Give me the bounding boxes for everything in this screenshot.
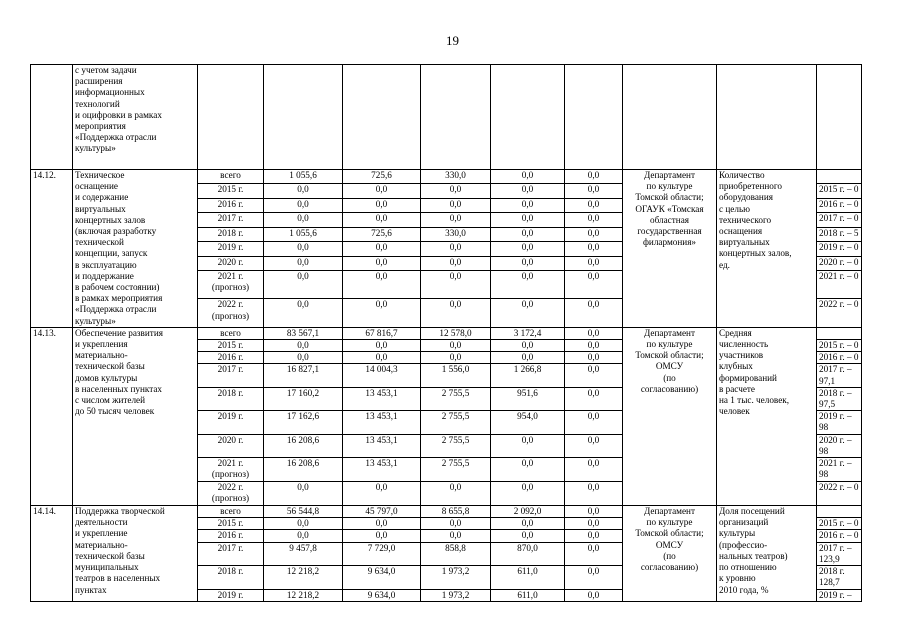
value-cell: 0,0 xyxy=(343,530,421,542)
indicator-target: 2015 г. – 0 xyxy=(817,184,862,198)
item-number: 14.13. xyxy=(31,327,73,505)
value-cell: 0,0 xyxy=(491,530,565,542)
value-cell: 0,0 xyxy=(264,184,343,198)
value-cell: 0,0 xyxy=(565,589,623,601)
responsible-department: Департамент по культуре Томской области; ОМСУ (по согласованию) xyxy=(623,506,717,602)
indicator-target xyxy=(817,506,862,518)
value-cell: 2 755,5 xyxy=(421,411,491,434)
year-cell: 2016 г. xyxy=(198,530,264,542)
value-cell: 56 544,8 xyxy=(264,506,343,518)
indicator-target: 2021 г. – 0 xyxy=(817,270,862,298)
value-cell: 0,0 xyxy=(565,198,623,212)
value-cell: 0,0 xyxy=(565,270,623,298)
value-cell: 0,0 xyxy=(421,352,491,364)
indicator-name: Доля посещений организаций культуры (профессио- нальных театров) по отношению к уровню 2010 года, % xyxy=(717,506,817,602)
value-cell: 0,0 xyxy=(491,242,565,256)
value-cell: 0,0 xyxy=(565,434,623,457)
year-cell: 2017 г. xyxy=(198,364,264,387)
indicator-target: 2019 г. – xyxy=(817,589,862,601)
value-cell: 0,0 xyxy=(565,387,623,410)
value-cell: 725,6 xyxy=(343,227,421,241)
table-row xyxy=(31,506,862,518)
value-cell: 0,0 xyxy=(565,352,623,364)
value-cell: 14 004,3 xyxy=(343,364,421,387)
year-cell: 2019 г. xyxy=(198,411,264,434)
value-cell: 0,0 xyxy=(264,198,343,212)
value-cell: 0,0 xyxy=(421,299,491,328)
value-cell: 0,0 xyxy=(421,242,491,256)
measure-name: Техническое оснащение и содержание виртуальных концертных залов (включая разработку технической концепции, запуск в эксплуатацию и поддержание в рабочем состоянии) в рамках мероприятия «Поддержка отрасли культуры» xyxy=(73,170,198,328)
year-cell: 2019 г. xyxy=(198,589,264,601)
year-cell: всего xyxy=(198,506,264,518)
value-cell: 954,0 xyxy=(491,411,565,434)
indicator-target: 2015 г. – 0 xyxy=(817,340,862,352)
value-cell: 12 578,0 xyxy=(421,327,491,339)
value-cell: 0,0 xyxy=(565,364,623,387)
year-cell: 2018 г. xyxy=(198,566,264,589)
value-cell: 0,0 xyxy=(421,198,491,212)
value-cell: 1 055,6 xyxy=(264,170,343,184)
value-cell: 0,0 xyxy=(343,184,421,198)
value-cell: 0,0 xyxy=(565,256,623,270)
value-cell: 0,0 xyxy=(491,270,565,298)
value-cell: 0,0 xyxy=(343,213,421,227)
value-cell: 0,0 xyxy=(421,530,491,542)
value-cell: 0,0 xyxy=(565,542,623,565)
indicator-target: 2017 г. – 0 xyxy=(817,213,862,227)
value-cell: 0,0 xyxy=(491,340,565,352)
year-cell: 2017 г. xyxy=(198,213,264,227)
value-cell: 13 453,1 xyxy=(343,387,421,410)
value-cell: 83 567,1 xyxy=(264,327,343,339)
value-cell: 870,0 xyxy=(491,542,565,565)
value-cell: 0,0 xyxy=(565,566,623,589)
indicator-target: 2018 г. – 5 xyxy=(817,227,862,241)
year-cell: 2022 г. (прогноз) xyxy=(198,482,264,506)
page-number: 19 xyxy=(446,33,459,48)
value-cell: 611,0 xyxy=(491,589,565,601)
value-cell: 0,0 xyxy=(491,213,565,227)
value-cell: 858,8 xyxy=(421,542,491,565)
value-cell: 13 453,1 xyxy=(343,411,421,434)
measure-name: Обеспечение развития и укрепления материально- технической базы домов культуры в населенных пунктах с числом жителей до 50 тысяч человек xyxy=(73,327,198,505)
value-cell: 0,0 xyxy=(264,256,343,270)
indicator-target: 2021 г. – 98 xyxy=(817,458,862,482)
year-cell: 2017 г. xyxy=(198,542,264,565)
value-cell: 2 755,5 xyxy=(421,434,491,457)
value-cell: 951,6 xyxy=(491,387,565,410)
value-cell: 0,0 xyxy=(343,352,421,364)
value-cell: 13 453,1 xyxy=(343,434,421,457)
indicator-target: 2018 г. 128,7 xyxy=(817,566,862,589)
year-cell: всего xyxy=(198,327,264,339)
year-cell: 2016 г. xyxy=(198,198,264,212)
indicator-target: 2018 г. – 97,5 xyxy=(817,387,862,410)
indicator-target: 2015 г. – 0 xyxy=(817,518,862,530)
year-cell: 2021 г. (прогноз) xyxy=(198,458,264,482)
value-cell: 0,0 xyxy=(565,340,623,352)
measure-name: Поддержка творческой деятельности и укрепление материально- технической базы муниципальных театров в населенных пунктах xyxy=(73,506,198,602)
value-cell: 0,0 xyxy=(264,299,343,328)
value-cell: 0,0 xyxy=(343,518,421,530)
continued-name-cell: с учетом задачи расширения информационных технологий и оцифровки в рамках мероприятия «Поддержка отрасли культуры» xyxy=(73,65,198,170)
indicator-target: 2022 г. – 0 xyxy=(817,299,862,328)
year-cell: 2018 г. xyxy=(198,227,264,241)
indicator-target: 2017 г. – 97,1 xyxy=(817,364,862,387)
value-cell: 16 208,6 xyxy=(264,434,343,457)
indicator-name: Количество приобретенного оборудования с целью технического оснащения виртуальных концертных залов, ед. xyxy=(717,170,817,328)
value-cell: 0,0 xyxy=(491,170,565,184)
year-cell: 2022 г. (прогноз) xyxy=(198,299,264,328)
indicator-target xyxy=(817,170,862,184)
value-cell: 1 973,2 xyxy=(421,589,491,601)
value-cell: 0,0 xyxy=(264,518,343,530)
value-cell: 0,0 xyxy=(565,458,623,482)
year-cell: 2015 г. xyxy=(198,184,264,198)
continuation-row xyxy=(31,65,862,170)
value-cell: 1 556,0 xyxy=(421,364,491,387)
indicator-target: 2020 г. – 98 xyxy=(817,434,862,457)
value-cell: 0,0 xyxy=(264,242,343,256)
indicator-target: 2016 г. – 0 xyxy=(817,530,862,542)
value-cell: 0,0 xyxy=(491,458,565,482)
year-cell: 2020 г. xyxy=(198,256,264,270)
responsible-department: Департамент по культуре Томской области; ОМСУ (по согласованию) xyxy=(623,327,717,505)
value-cell: 9 457,8 xyxy=(264,542,343,565)
value-cell: 330,0 xyxy=(421,170,491,184)
value-cell: 2 755,5 xyxy=(421,387,491,410)
value-cell: 0,0 xyxy=(421,518,491,530)
value-cell: 0,0 xyxy=(491,198,565,212)
value-cell: 45 797,0 xyxy=(343,506,421,518)
item-number: 14.14. xyxy=(31,506,73,602)
value-cell: 0,0 xyxy=(491,434,565,457)
value-cell: 0,0 xyxy=(565,184,623,198)
value-cell: 0,0 xyxy=(343,242,421,256)
value-cell: 0,0 xyxy=(264,352,343,364)
value-cell: 725,6 xyxy=(343,170,421,184)
year-cell: 2016 г. xyxy=(198,352,264,364)
value-cell: 330,0 xyxy=(421,227,491,241)
cell-num xyxy=(31,65,73,170)
value-cell: 16 208,6 xyxy=(264,458,343,482)
value-cell: 0,0 xyxy=(565,518,623,530)
value-cell: 0,0 xyxy=(421,184,491,198)
value-cell: 0,0 xyxy=(565,213,623,227)
value-cell: 0,0 xyxy=(565,506,623,518)
indicator-target: 2019 г. – 98 xyxy=(817,411,862,434)
value-cell: 3 172,4 xyxy=(491,327,565,339)
value-cell: 12 218,2 xyxy=(264,589,343,601)
responsible-department: Департамент по культуре Томской области; ОГАУК «Томская областная государственная филармония» xyxy=(623,170,717,328)
indicator-target: 2020 г. – 0 xyxy=(817,256,862,270)
value-cell: 0,0 xyxy=(264,213,343,227)
value-cell: 0,0 xyxy=(565,411,623,434)
value-cell: 611,0 xyxy=(491,566,565,589)
indicator-target: 2022 г. – 0 xyxy=(817,482,862,506)
table-body xyxy=(31,65,862,602)
value-cell: 0,0 xyxy=(343,482,421,506)
value-cell: 9 634,0 xyxy=(343,566,421,589)
value-cell: 67 816,7 xyxy=(343,327,421,339)
value-cell: 0,0 xyxy=(565,530,623,542)
item-number: 14.12. xyxy=(31,170,73,328)
value-cell: 0,0 xyxy=(565,482,623,506)
value-cell: 0,0 xyxy=(264,482,343,506)
value-cell: 0,0 xyxy=(421,213,491,227)
value-cell: 17 160,2 xyxy=(264,387,343,410)
year-cell: 2015 г. xyxy=(198,518,264,530)
value-cell: 0,0 xyxy=(491,256,565,270)
indicator-target xyxy=(817,327,862,339)
value-cell: 0,0 xyxy=(565,327,623,339)
value-cell: 0,0 xyxy=(491,184,565,198)
value-cell: 0,0 xyxy=(565,227,623,241)
value-cell: 0,0 xyxy=(565,170,623,184)
value-cell: 9 634,0 xyxy=(343,589,421,601)
value-cell: 0,0 xyxy=(421,270,491,298)
value-cell: 0,0 xyxy=(565,242,623,256)
value-cell: 0,0 xyxy=(264,530,343,542)
table-row xyxy=(31,327,862,339)
value-cell: 2 092,0 xyxy=(491,506,565,518)
year-cell: 2021 г. (прогноз) xyxy=(198,270,264,298)
value-cell: 8 655,8 xyxy=(421,506,491,518)
value-cell: 0,0 xyxy=(421,340,491,352)
value-cell: 0,0 xyxy=(491,352,565,364)
value-cell: 1 055,6 xyxy=(264,227,343,241)
value-cell: 0,0 xyxy=(491,482,565,506)
indicator-target: 2017 г. – 123,9 xyxy=(817,542,862,565)
value-cell: 2 755,5 xyxy=(421,458,491,482)
value-cell: 0,0 xyxy=(343,270,421,298)
indicator-name: Средняя численность участников клубных формирований в расчете на 1 тыс. человек, человек xyxy=(717,327,817,505)
value-cell: 0,0 xyxy=(343,198,421,212)
indicator-target: 2016 г. – 0 xyxy=(817,198,862,212)
table-row xyxy=(31,170,862,184)
value-cell: 17 162,6 xyxy=(264,411,343,434)
value-cell: 0,0 xyxy=(491,518,565,530)
year-cell: 2020 г. xyxy=(198,434,264,457)
value-cell: 0,0 xyxy=(421,256,491,270)
value-cell: 0,0 xyxy=(343,256,421,270)
indicator-target: 2019 г. – 0 xyxy=(817,242,862,256)
value-cell: 7 729,0 xyxy=(343,542,421,565)
program-table xyxy=(30,64,862,602)
value-cell: 0,0 xyxy=(421,482,491,506)
value-cell: 1 973,2 xyxy=(421,566,491,589)
value-cell: 0,0 xyxy=(565,299,623,328)
indicator-target: 2016 г. – 0 xyxy=(817,352,862,364)
value-cell: 0,0 xyxy=(264,340,343,352)
year-cell: 2015 г. xyxy=(198,340,264,352)
value-cell: 16 827,1 xyxy=(264,364,343,387)
year-cell: всего xyxy=(198,170,264,184)
value-cell: 0,0 xyxy=(264,270,343,298)
value-cell: 0,0 xyxy=(491,227,565,241)
value-cell: 1 266,8 xyxy=(491,364,565,387)
value-cell: 0,0 xyxy=(491,299,565,328)
year-cell: 2018 г. xyxy=(198,387,264,410)
year-cell: 2019 г. xyxy=(198,242,264,256)
value-cell: 0,0 xyxy=(343,299,421,328)
value-cell: 12 218,2 xyxy=(264,566,343,589)
value-cell: 0,0 xyxy=(343,340,421,352)
value-cell: 13 453,1 xyxy=(343,458,421,482)
